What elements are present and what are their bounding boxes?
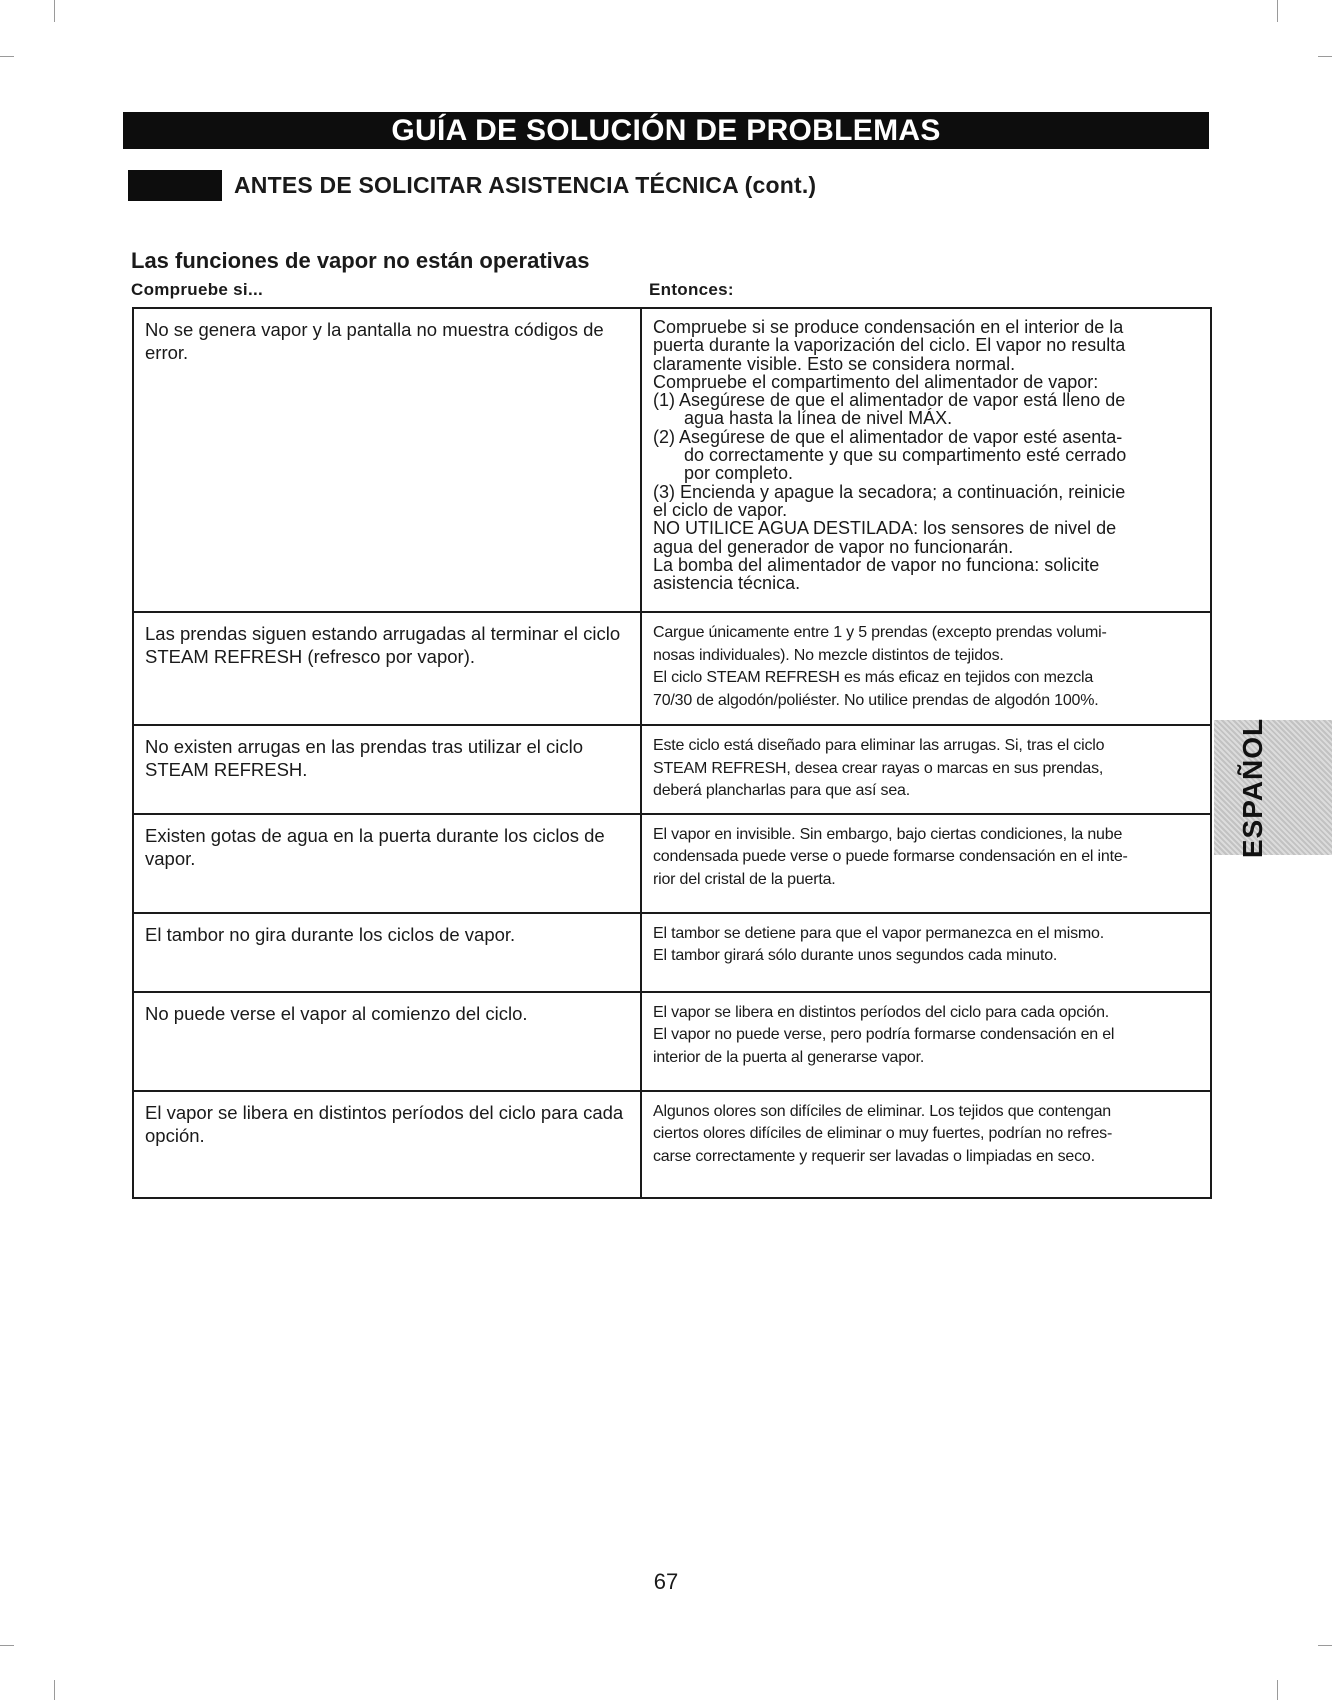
then-cell — [641, 612, 1211, 725]
then-line: El vapor se libera en distintos períodos del ciclo para cada opción. — [653, 1003, 1110, 1021]
then-line: por completo. — [684, 463, 794, 484]
crop-mark — [54, 1680, 55, 1700]
then-cell — [641, 913, 1211, 992]
then-line: agua hasta la línea de nivel MÁX. — [684, 408, 953, 429]
then-line: El vapor en invisible. Sin embargo, bajo ciertas condiciones, la nube — [653, 825, 1123, 843]
page-banner-title: GUÍA DE SOLUCIÓN DE PROBLEMAS — [123, 112, 1209, 149]
crop-mark — [0, 1645, 14, 1646]
then-line: Compruebe el compartimento del alimentador de vapor: — [653, 371, 1099, 392]
table-row — [133, 612, 1211, 725]
then-line: 70/30 de algodón/poliéster. No utilice prendas de algodón 100%. — [653, 691, 1099, 709]
subtitle-marker-block — [128, 170, 222, 201]
then-line: deberá plancharlas para que así sea. — [653, 782, 910, 799]
table-row — [133, 992, 1211, 1091]
then-line: agua del generador de vapor no funcionarán. — [653, 536, 1014, 557]
then-line: NO UTILICE AGUA DESTILADA: los sensores de nivel de — [653, 518, 1117, 539]
then-line: claramente visible. Esto se considera normal. — [653, 353, 1016, 374]
then-line: condensada puede verse o puede formarse condensación en el inte- — [653, 848, 1128, 865]
check-cell: Las prendas siguen estando arrugadas al terminar el ciclo STEAM REFRESH (refresco por vapor). — [133, 612, 641, 725]
crop-mark — [1277, 1680, 1278, 1700]
then-cell — [641, 814, 1211, 913]
crop-mark — [1318, 1645, 1332, 1646]
then-line: interior de la puerta al generarse vapor. — [653, 1048, 925, 1066]
table-row — [133, 814, 1211, 913]
crop-mark — [1318, 56, 1332, 57]
check-cell: El tambor no gira durante los ciclos de vapor. — [133, 913, 641, 992]
crop-mark — [1277, 0, 1278, 22]
then-line: do correctamente y que su compartimento esté cerrado — [684, 445, 1127, 466]
language-side-tab — [1214, 720, 1332, 855]
then-line: STEAM REFRESH, desea crear rayas o marcas en sus prendas, — [653, 759, 1104, 777]
then-line: Algunos olores son difíciles de eliminar. Los tejidos que contengan — [653, 1102, 1112, 1120]
then-line: (2) Asegúrese de que el alimentador de vapor esté asenta- — [653, 426, 1123, 447]
then-line: El tambor girará sólo durante unos segundos cada minuto. — [653, 947, 1058, 964]
then-cell — [641, 1091, 1211, 1198]
column-header-check: Compruebe si... — [131, 280, 264, 299]
subtitle: ANTES DE SOLICITAR ASISTENCIA TÉCNICA (cont.) — [234, 172, 817, 198]
crop-mark — [0, 56, 14, 57]
then-line: Cargue únicamente entre 1 y 5 prendas (excepto prendas volumi- — [653, 624, 1107, 641]
then-line: El ciclo STEAM REFRESH es más eficaz en tejidos con mezcla — [653, 669, 1094, 686]
then-line: Este ciclo está diseñado para eliminar las arrugas. Si, tras el ciclo — [653, 737, 1105, 754]
then-line: El vapor no puede verse, pero podría formarse condensación en el — [653, 1026, 1115, 1043]
then-cell — [641, 308, 1211, 612]
table-row — [133, 308, 1211, 612]
then-line: el ciclo de vapor. — [653, 499, 788, 520]
page-number: 67 — [653, 1569, 679, 1594]
language-tab-label: ESPAÑOL — [1237, 717, 1268, 859]
table-row — [133, 913, 1211, 992]
section-title: Las funciones de vapor no están operativas — [131, 248, 590, 273]
then-line: El tambor se detiene para que el vapor permanezca en el mismo. — [653, 924, 1104, 942]
then-line: ciertos olores difíciles de eliminar o muy fuertes, podrían no refres- — [653, 1125, 1113, 1142]
then-cell — [641, 992, 1211, 1091]
then-line: Compruebe si se produce condensación en el interior de la — [653, 317, 1124, 337]
check-cell: Existen gotas de agua en la puerta durante los ciclos de vapor. — [133, 814, 641, 913]
check-cell: No puede verse el vapor al comienzo del ciclo. — [133, 992, 641, 1091]
crop-mark — [54, 0, 55, 22]
then-line: (3) Encienda y apague la secadora; a continuación, reinicie — [653, 481, 1126, 502]
check-cell: No existen arrugas en las prendas tras utilizar el ciclo STEAM REFRESH. — [133, 725, 641, 814]
then-line: La bomba del alimentador de vapor no funciona: solicite — [653, 554, 1100, 575]
then-line: nosas individuales). No mezcle distintos de tejidos. — [653, 646, 1004, 664]
then-line: asistencia técnica. — [653, 573, 801, 594]
check-cell: No se genera vapor y la pantalla no muestra códigos de error. — [133, 308, 641, 612]
column-header-then: Entonces: — [649, 280, 734, 299]
table-row — [133, 1091, 1211, 1198]
troubleshooting-table — [132, 307, 1212, 1199]
then-line: rior del cristal de la puerta. — [653, 870, 836, 888]
then-line: carse correctamente y requerir ser lavadas o limpiadas en seco. — [653, 1147, 1095, 1165]
then-cell — [641, 725, 1211, 814]
check-cell: El vapor se libera en distintos períodos del ciclo para cada opción. — [133, 1091, 641, 1198]
then-line: (1) Asegúrese de que el alimentador de vapor está lleno de — [653, 390, 1126, 411]
then-line: puerta durante la vaporización del ciclo. El vapor no resulta — [653, 335, 1126, 356]
table-row — [133, 725, 1211, 814]
